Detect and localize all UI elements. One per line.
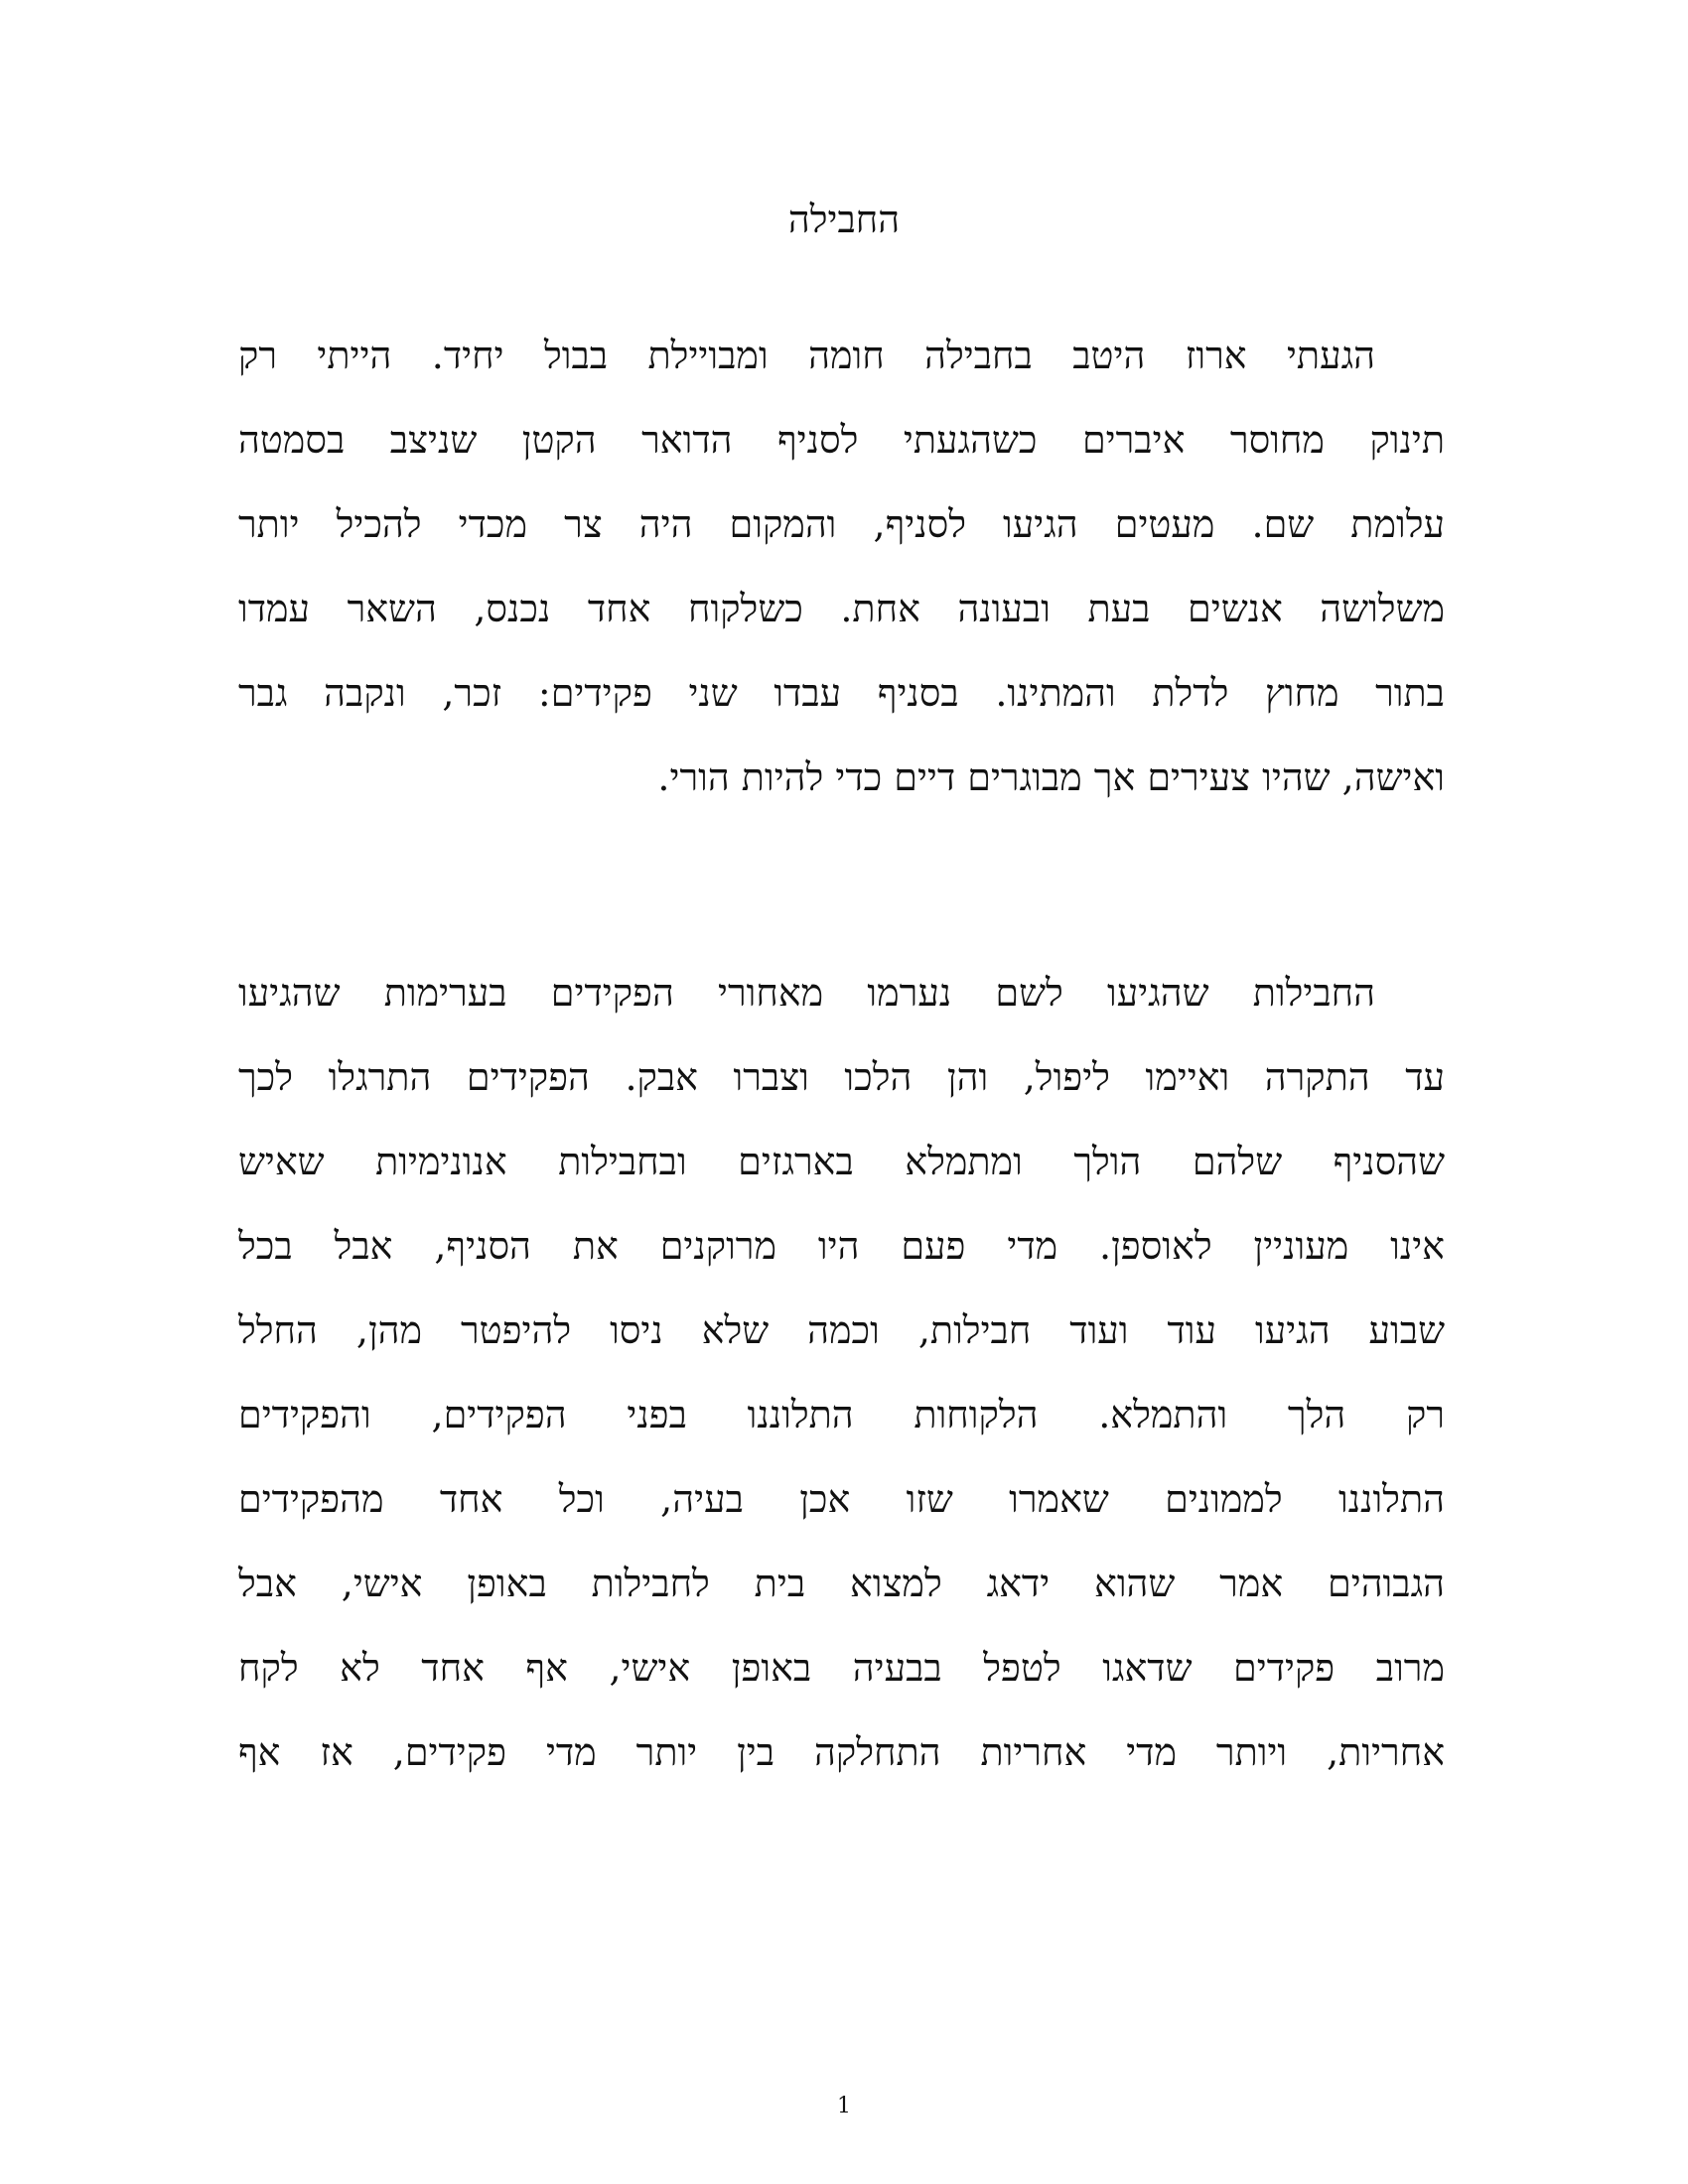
page-number: 1 (837, 2094, 851, 2118)
text-line: הגבוהים אמר שהוא ידאג למצוא בית לחבילות באופן אישי, אבל (238, 1562, 1445, 1605)
text-line: החבילות שהגיעו לשם נערמו מאחורי הפקידים בערימות שהגיעו (238, 971, 1375, 1015)
paragraph-2 (238, 951, 1445, 1795)
text-line: בתור מחוץ לדלת והמתינו. בסניף עבדו שני פקידים: זכר, ונקבה גבר (238, 671, 1445, 715)
text-line: שהסניף שלהם הולך ומתמלא בארגזים ובחבילות אנונימיות שאיש (238, 1140, 1445, 1183)
text-line: אינו מעוניין לאוספן. מדי פעם היו מרוקנים את הסניף, אבל בכל (238, 1224, 1445, 1268)
text-line: שבוע הגיעו עוד ועוד חבילות, וכמה שלא ניסו להיפטר מהן, החלל (238, 1308, 1445, 1352)
text-line: עד התקרה ואיימו ליפול, והן הלכו וצברו אבק. הפקידים התרגלו לכך (238, 1055, 1445, 1099)
text-line: רק הלך והתמלא. הלקוחות התלוננו בפני הפקידים, והפקידים (238, 1393, 1445, 1436)
text-line: מרוב פקידים שדאגו לטפל בבעיה באופן אישי, אף אחד לא לקח (238, 1646, 1445, 1690)
text-line: אחריות, ויותר מדי אחריות התחלקה בין יותר מדי פקידים, אז אף (238, 1730, 1445, 1774)
text-line: תינוק מחוסר איברים כשהגעתי לסניף הדואר הקטן שניצב בסמטה (238, 418, 1445, 462)
text-line: הגעתי ארוז היטב בחבילה חומה ומבויילת בבול יחיד. הייתי רק (238, 334, 1375, 377)
text-line: התלוננו לממונים שאמרו שזו אכן בעיה, וכל אחד מהפקידים (238, 1477, 1445, 1521)
text-line: עלומת שם. מעטים הגיעו לסניף, והמקום היה צר מכדי להכיל יותר (238, 502, 1445, 546)
text-line: ואישה, שהיו צעירים אך מבוגרים דיים כדי להיות הורי. (657, 755, 1445, 799)
paragraph-1 (238, 314, 1445, 820)
document-title: החבילה (787, 198, 901, 241)
text-line: משלושה אנשים בעת ובעונה אחת. כשלקוח אחד נכנס, השאר עמדו (238, 587, 1445, 630)
